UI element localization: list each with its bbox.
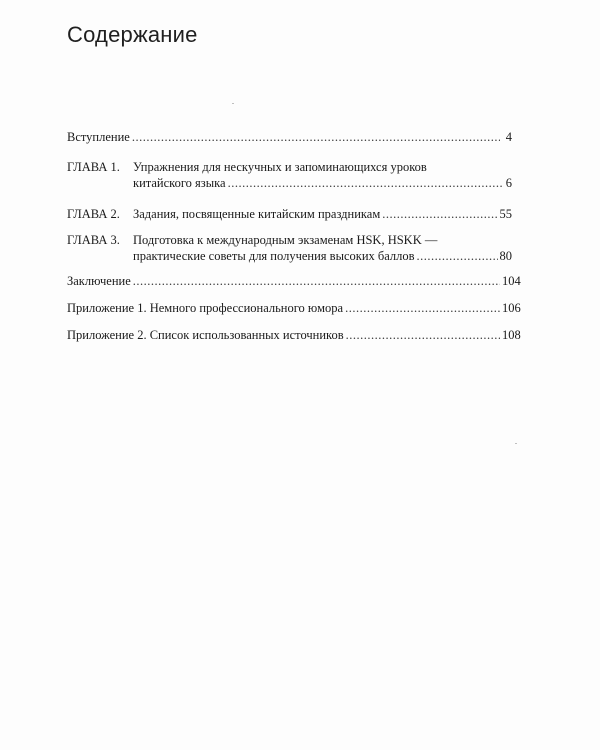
toc-entry-chapter-2[interactable]: [67, 207, 512, 223]
dot-leader: [228, 176, 504, 191]
toc-entry-label: практические советы для получения высоких баллов: [133, 249, 415, 263]
toc-entry-label: Вступление: [67, 130, 130, 144]
paper-speck: [515, 443, 517, 444]
toc-page-number: 108: [502, 328, 521, 342]
toc-entry-chapter-3[interactable]: [67, 233, 512, 265]
dot-leader: [133, 274, 500, 289]
toc-chapter-prefix: ГЛАВА 2.: [67, 207, 120, 221]
toc-entry-label: Приложение 1. Немного профессионального юмора: [67, 301, 344, 315]
toc-chapter-prefix: ГЛАВА 1.: [67, 160, 120, 174]
page-title: Содержание: [67, 22, 198, 47]
toc-page-number: 104: [502, 274, 521, 288]
dot-leader: [346, 328, 500, 343]
toc-entry-continuation: [133, 176, 512, 191]
toc-entry-conclusion[interactable]: [67, 274, 521, 289]
toc-entry-label: Приложение 2. Список использованных источников: [67, 328, 344, 342]
toc-entry-label: Подготовка к международным экзаменам HSK, HSKK —: [133, 233, 438, 247]
toc-entry-intro[interactable]: [67, 130, 512, 145]
toc-page-number: 4: [505, 130, 512, 144]
toc-entry-label: Задания, посвященные китайским праздникам: [133, 207, 381, 221]
toc-entry-appendix-1[interactable]: [67, 301, 521, 316]
dot-leader: [417, 249, 498, 264]
dot-leader: [345, 301, 500, 316]
toc-chapter-prefix: ГЛАВА 3.: [67, 233, 120, 247]
toc-entry-label: Заключение: [67, 274, 131, 288]
toc-page-number: 55: [499, 207, 512, 221]
dot-leader: [132, 130, 500, 145]
toc-entry-chapter-1[interactable]: [67, 160, 512, 192]
toc-page-number: 80: [499, 249, 512, 263]
paper-speck: [232, 103, 234, 104]
toc-page-number: 6: [505, 176, 512, 190]
toc-entry-continuation: [133, 249, 512, 264]
toc-entry-line: [133, 207, 512, 222]
dot-leader: [382, 207, 497, 222]
toc-entry-label: китайского языка: [133, 176, 226, 190]
toc-page-number: 106: [502, 301, 521, 315]
toc-entry-appendix-2[interactable]: [67, 328, 521, 343]
toc-entry-label: Упражнения для нескучных и запоминающихся уроков: [133, 160, 427, 174]
